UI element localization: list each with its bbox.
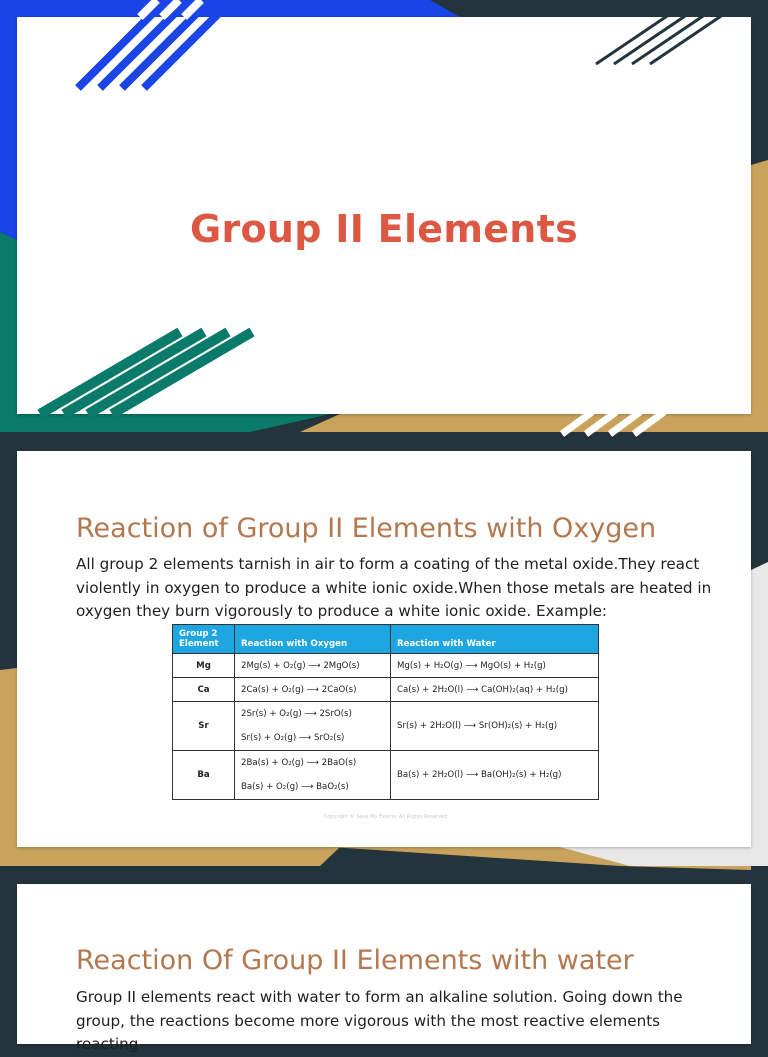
water-slide — [17, 884, 751, 1053]
oxygen-equation: Ba(s) + O₂(g) ⟶ BaO₂(s) — [241, 782, 349, 792]
oxygen-paragraph: All group 2 elements tarnish in air to form a coating of the metal oxide.They react violently in oxygen to produce a white ionic oxide.When those metals are heated in oxygen they burn vigorously to produce a white ionic oxide. Example: — [76, 555, 712, 620]
reactions-table — [172, 624, 599, 800]
table-row — [173, 751, 599, 800]
table-row — [173, 702, 599, 751]
cell-element: Sr — [173, 702, 235, 751]
header-element: Group 2 Element — [173, 625, 235, 654]
cell-element: Mg — [173, 654, 235, 678]
cell-water: Ca(s) + 2H₂O(l) ⟶ Ca(OH)₂(aq) + H₂(g) — [391, 678, 599, 702]
water-heading: Reaction Of Group II Elements with water — [76, 945, 634, 976]
cell-element: Ca — [173, 678, 235, 702]
title-slide — [17, 17, 751, 414]
cell-oxygen — [235, 702, 391, 751]
cell-element: Ba — [173, 751, 235, 800]
cell-water: Sr(s) + 2H₂O(l) ⟶ Sr(OH)₂(s) + H₂(g) — [391, 702, 599, 751]
cell-water: Mg(s) + H₂O(g) ⟶ MgO(s) + H₂(g) — [391, 654, 599, 678]
slide-title: Group II Elements — [189, 207, 579, 251]
cell-oxygen — [235, 751, 391, 800]
oxygen-equation: 2Ba(s) + O₂(g) ⟶ 2BaO(s) — [241, 758, 357, 768]
header-oxygen: Reaction with Oxygen — [235, 625, 391, 654]
cell-oxygen: 2Ca(s) + O₂(g) ⟶ 2CaO(s) — [235, 678, 391, 702]
oxygen-heading: Reaction of Group II Elements with Oxygen — [76, 513, 657, 544]
water-paragraph: Group II elements react with water to form an alkaline solution. Going down the group, the reactions become more vigorous with the most reactive elements reacting — [76, 988, 683, 1053]
table-row — [173, 654, 599, 678]
cell-water: Ba(s) + 2H₂O(l) ⟶ Ba(OH)₂(s) + H₂(g) — [391, 751, 599, 800]
oxygen-equation: 2Sr(s) + O₂(g) ⟶ 2SrO(s) — [241, 709, 352, 719]
oxygen-equation: Sr(s) + O₂(g) ⟶ SrO₂(s) — [241, 733, 345, 743]
table-copyright: Copyright © Save My Exams. All Rights Reserved — [323, 814, 448, 820]
oxygen-slide — [17, 451, 751, 847]
table-header-row — [173, 625, 599, 654]
header-water: Reaction with Water — [391, 625, 599, 654]
cell-oxygen: 2Mg(s) + O₂(g) ⟶ 2MgO(s) — [235, 654, 391, 678]
table-row — [173, 678, 599, 702]
